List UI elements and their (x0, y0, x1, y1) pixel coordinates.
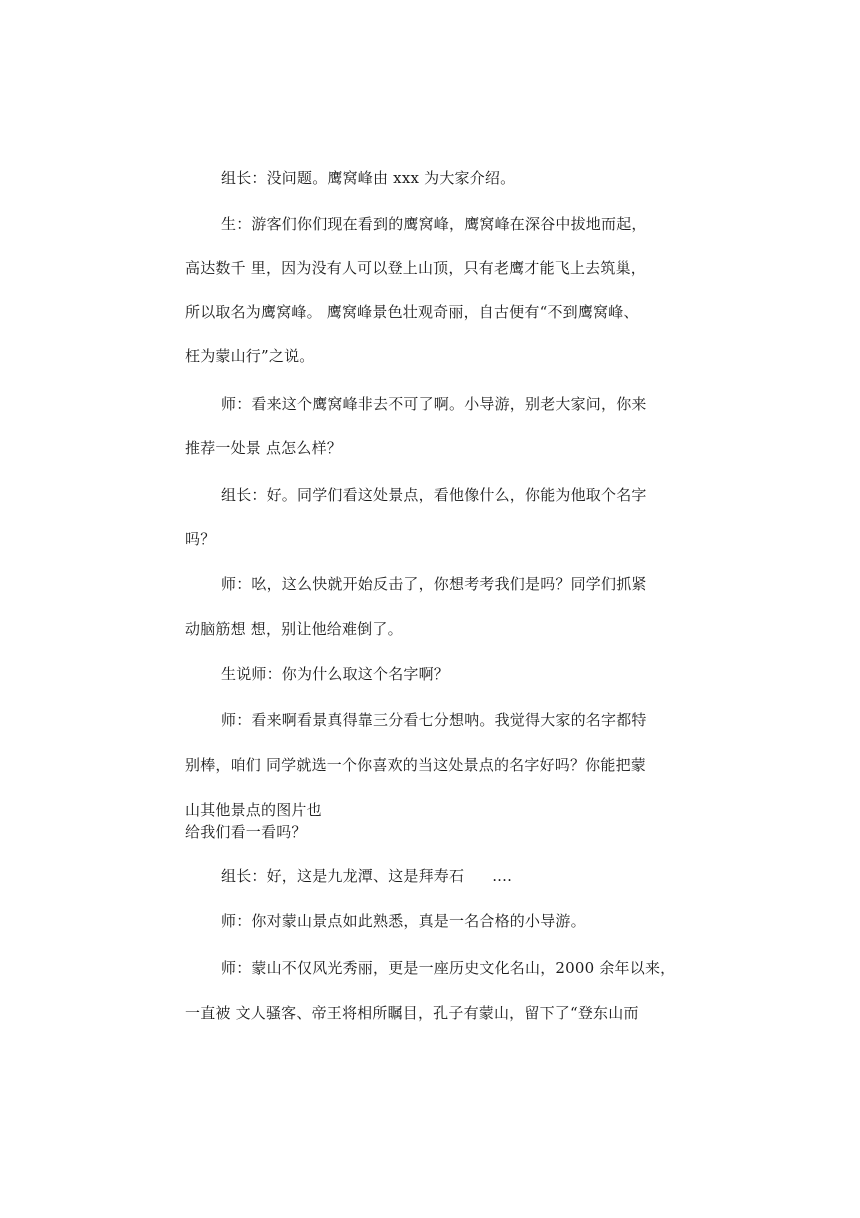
paragraph-line: 师：吆，这么快就开始反击了，你想考考我们是吗？同学们抓紧 (221, 575, 647, 593)
ellipsis-text: .... (492, 867, 513, 885)
paragraph-line: 吗？ (185, 530, 216, 548)
paragraph-line: 高达数千 里，因为没有人可以登上山顶，只有老鹰才能飞上去筑巢， (185, 259, 646, 277)
paragraph-line: 生：游客们你们现在看到的鹰窝峰，鹰窝峰在深谷中拔地而起， (221, 215, 647, 233)
paragraph-line: 师：你对蒙山景点如此熟悉，真是一名合格的小导游。 (221, 912, 586, 930)
paragraph-line: 师：看来啊看景真得靠三分看七分想呐。我觉得大家的名字都特 (221, 711, 647, 729)
paragraph-line: 给我们看一看吗？ (185, 823, 307, 841)
paragraph-line: 推荐一处景 点怎么样？ (185, 439, 342, 457)
paragraph-line: 动脑筋想 想，别让他给难倒了。 (185, 620, 403, 638)
paragraph-line: 山其他景点的图片也 (185, 801, 322, 819)
paragraph-line: 一直被 文人骚客、帝王将相所瞩目，孔子有蒙山，留下了“登东山而 (185, 1004, 639, 1022)
paragraph-line: 枉为蒙山行”之说。 (185, 347, 315, 365)
paragraph-line: 师：蒙山不仅风光秀丽，更是一座历史文化名山，2000 余年以来， (221, 959, 676, 977)
paragraph-line: 生说师：你为什么取这个名字啊？ (221, 665, 450, 683)
paragraph-line: 组长：没问题。鹰窝峰由 xxx 为大家介绍。 (221, 169, 516, 187)
paragraph-line: 别棒，咱们 同学就选一个你喜欢的当这处景点的名字好吗？你能把蒙 (185, 756, 646, 774)
paragraph-line: 组长：好。同学们看这处景点，看他像什么，你能为他取个名字 (221, 486, 647, 504)
paragraph-line: 师：看来这个鹰窝峰非去不可了啊。小导游，别老大家问，你来 (221, 395, 647, 413)
paragraph-line: 所以取名为鹰窝峰。 鹰窝峰景色壮观奇丽，自古便有“不到鹰窝峰、 (185, 303, 639, 321)
paragraph-text: 组长：好，这是九龙潭、这是拜寿石 (221, 867, 465, 885)
paragraph-line (221, 866, 512, 886)
